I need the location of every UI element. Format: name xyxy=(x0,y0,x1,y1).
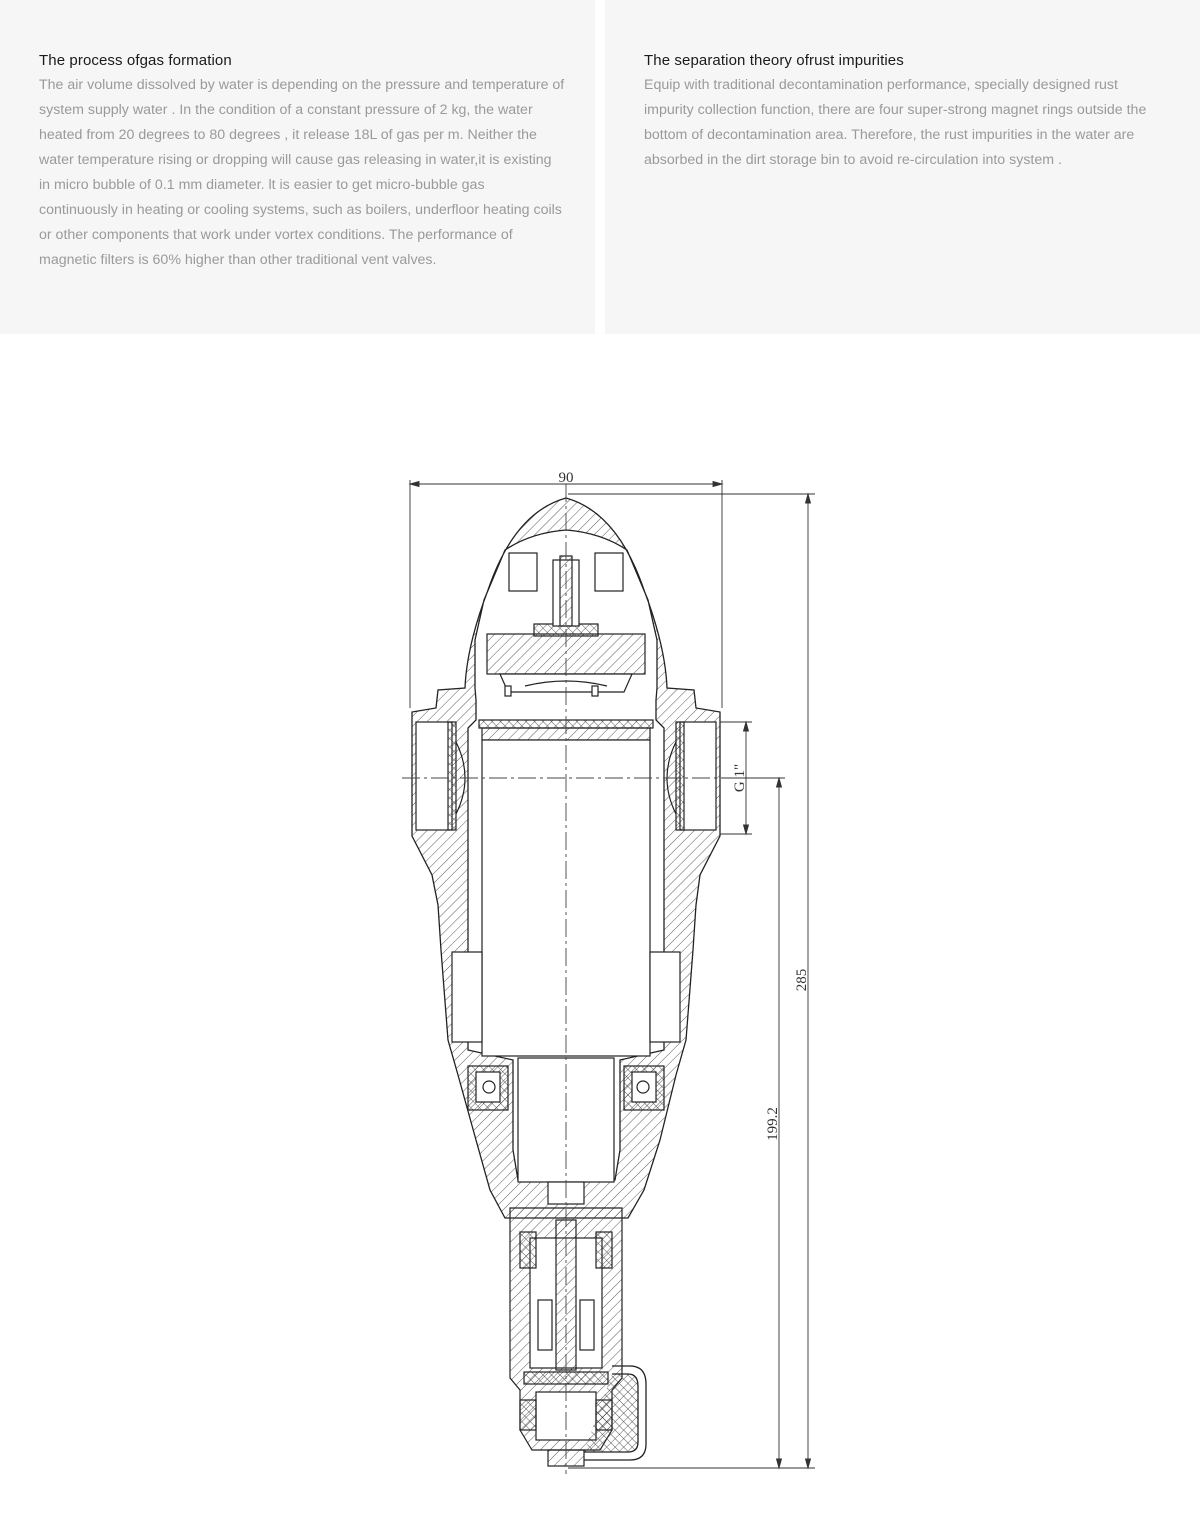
rust-separation-title: The separation theory ofrust impurities xyxy=(644,52,904,69)
total-height-label: 285 xyxy=(794,968,810,992)
thread-dimension-label: G 1" xyxy=(732,763,748,793)
filter-cartridge xyxy=(452,720,680,1056)
gas-formation-title: The process ofgas formation xyxy=(39,52,232,69)
filter-cross-section-svg xyxy=(0,334,1200,1532)
info-panels xyxy=(0,0,1200,334)
center-height-label: 199.2 xyxy=(765,1107,781,1141)
gas-formation-panel xyxy=(0,0,595,334)
rust-separation-text: Equip with traditional decontamination performance, specially designed rust impurity collection function, there are four super-strong magnet rings outside the bottom of decontamination area. Therefore, the rust impurities in the water are absorbed in the dirt storage bin to avoid re-circulation into system . xyxy=(644,77,1147,168)
gas-formation-text: The air volume dissolved by water is depending on the pressure and temperature of system supply water . In the condition of a constant pressure of 2 kg, the water heated from 20 degrees to 80 degrees , it release 18L of gas per m. Neither the water temperature rising or dropping will cause gas releasing in water,it is existing in micro bubble of 0.1 mm diameter. lt is easier to get micro-bubble gas continuously in heating or cooling systems, such as boilers, underfloor heating coils or other components that work under vortex conditions. The performance of magnetic filters is 60% higher than other traditional vent valves. xyxy=(39,77,565,268)
rust-separation-panel xyxy=(605,0,1200,334)
technical-drawing xyxy=(0,334,1200,1532)
width-dimension-label: 90 xyxy=(558,470,574,486)
